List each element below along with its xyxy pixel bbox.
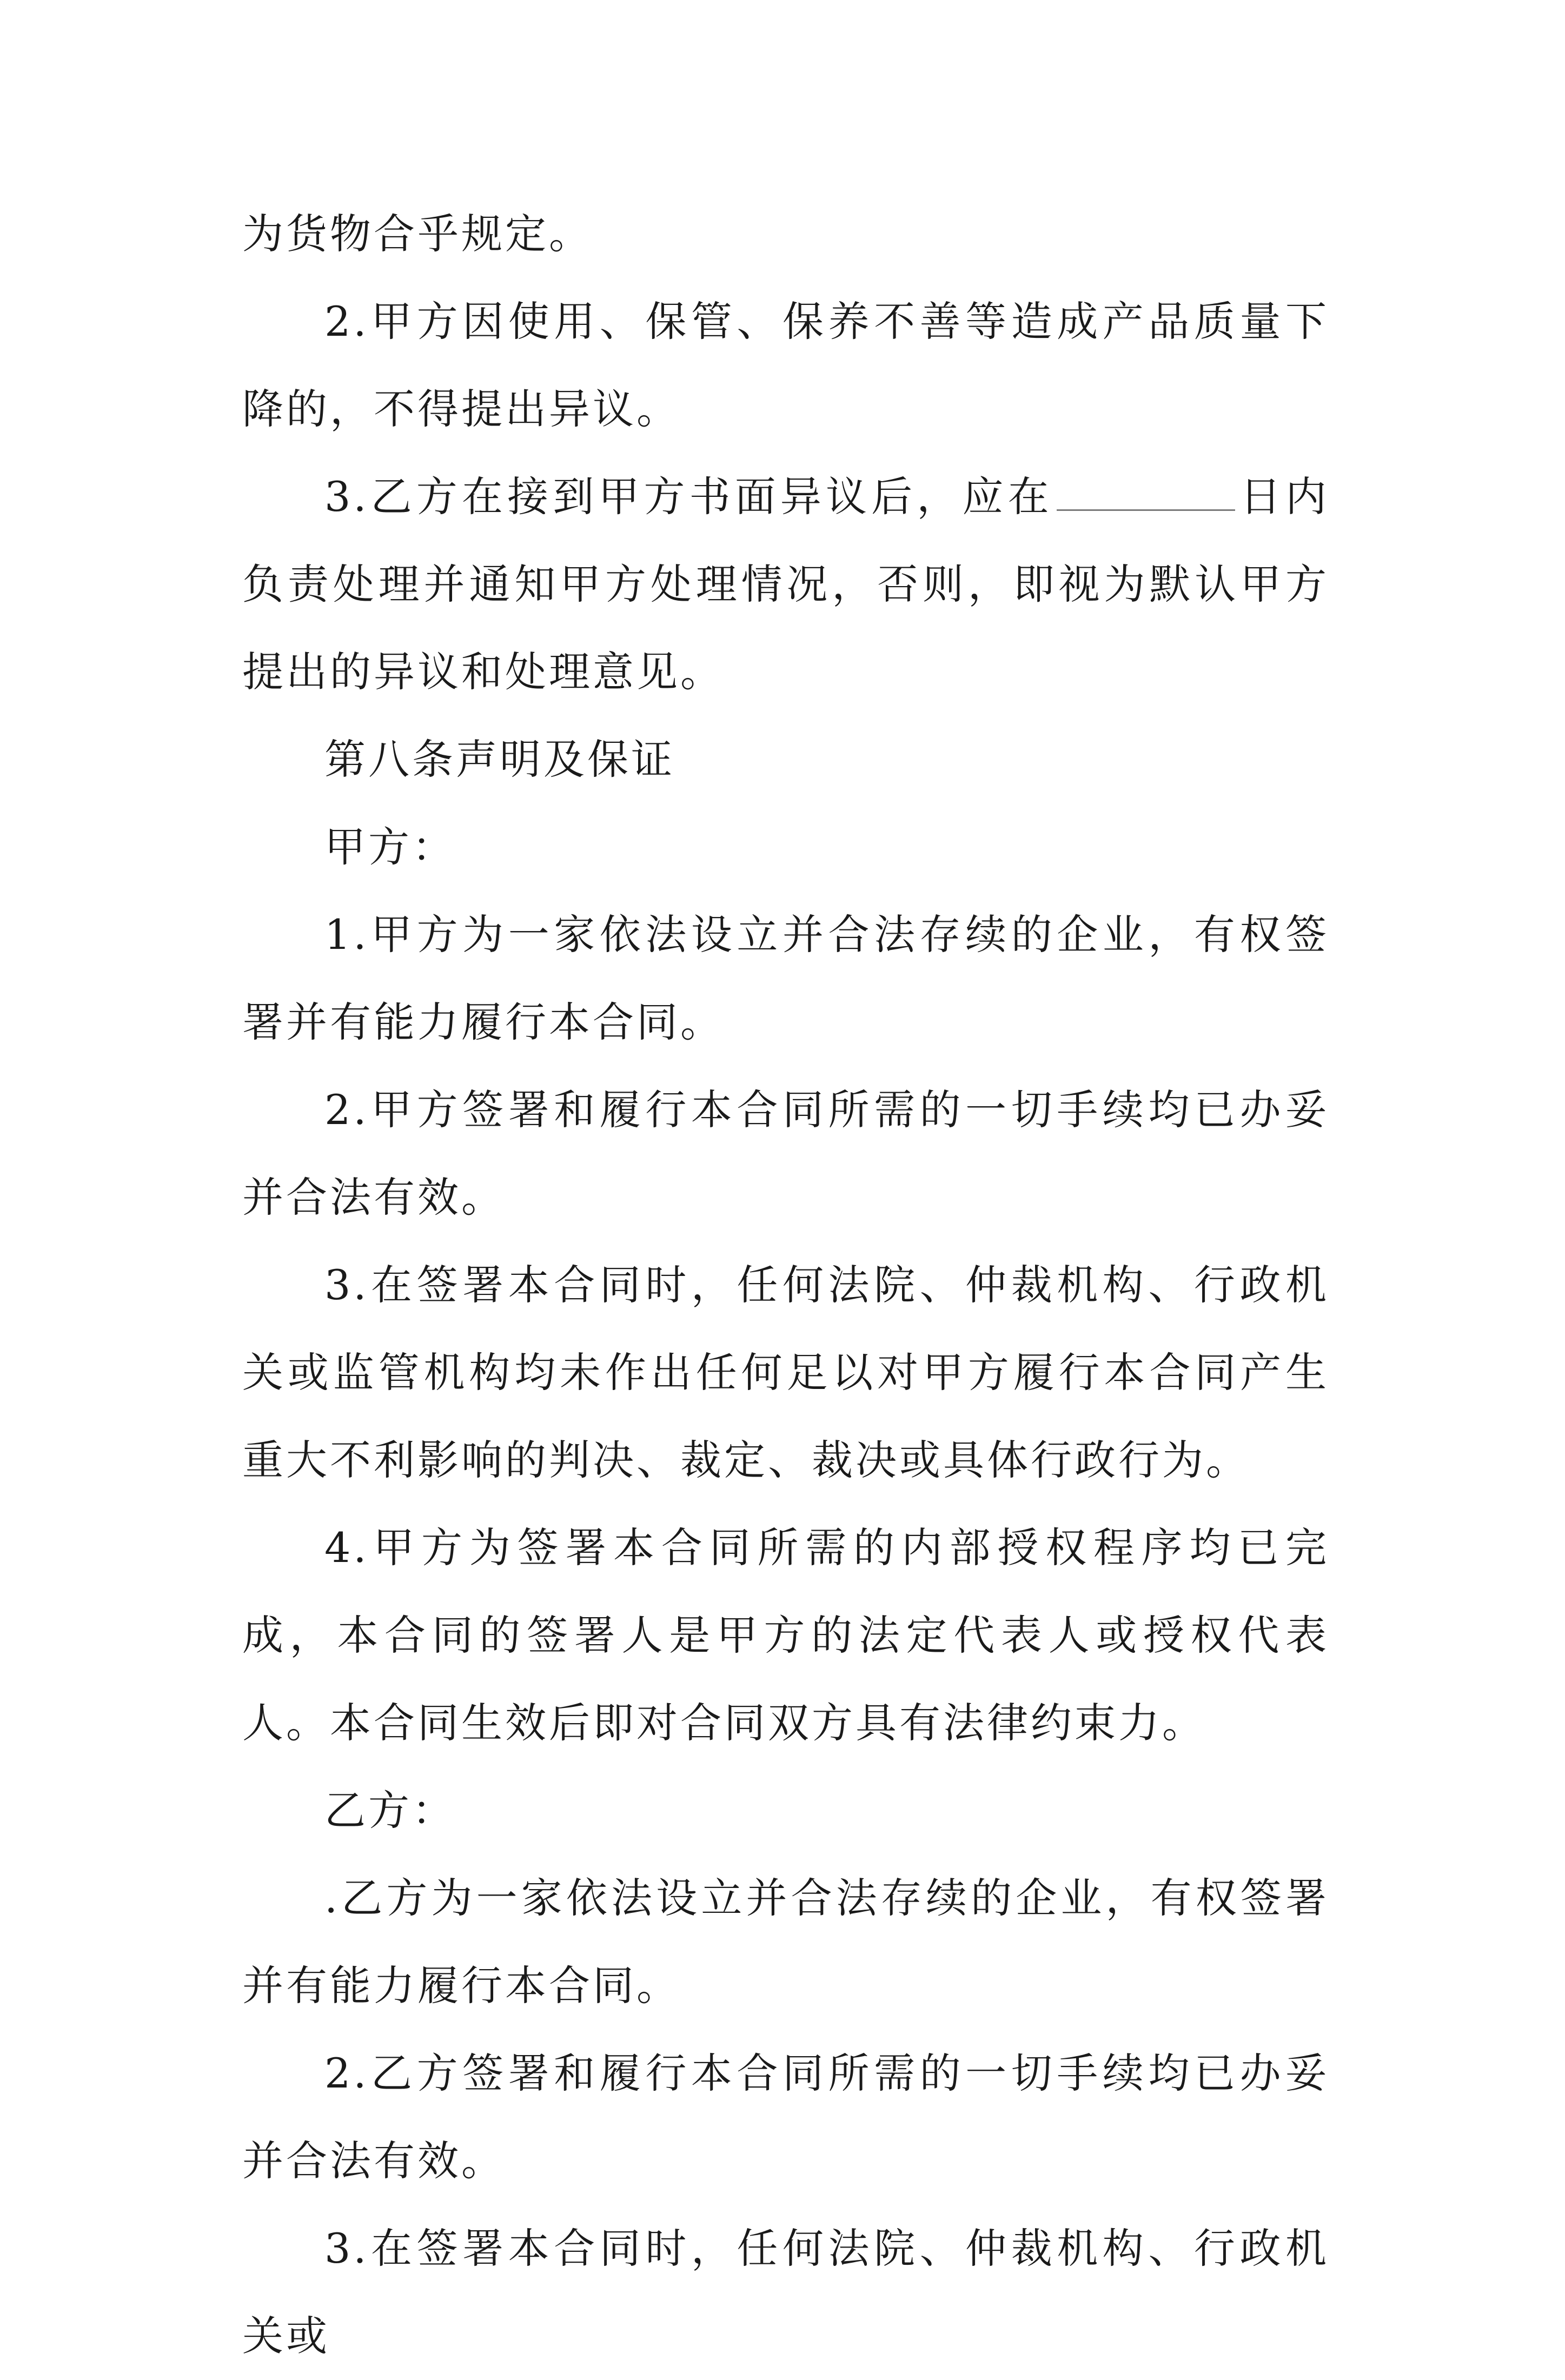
document-body bbox=[242, 190, 1329, 2380]
paragraph-continuation: 为货物合乎规定。 bbox=[242, 210, 593, 258]
party-b-item-3: 3.在签署本合同时，任何法院、仲裁机构、行政机关或 bbox=[242, 2224, 1329, 2360]
paragraph-item-3-text-before: 3.乙方在接到甲方书面异议后，应在 bbox=[324, 473, 1053, 521]
party-b-item-1: .乙方为一家依法设立并合法存续的企业，有权签署并有能力履行本合同。 bbox=[242, 1874, 1329, 2010]
party-a-item-2: 2.甲方签署和履行本合同所需的一切手续均已办妥并合法有效。 bbox=[242, 1086, 1329, 1221]
article-heading: 第八条声明及保证 bbox=[324, 735, 675, 783]
party-a-heading: 甲方： bbox=[324, 823, 456, 871]
paragraph-item-3 bbox=[242, 453, 1329, 716]
party-a-item-4: 4.甲方为签署本合同所需的内部授权程序均已完成，本合同的签署人是甲方的法定代表人或授权代表人。本合同生效后即对合同双方具有法律约束力。 bbox=[242, 1524, 1329, 1747]
party-a-item-3: 3.在签署本合同时，任何法院、仲裁机构、行政机关或监管机构均未作出任何足以对甲方履行本合同产生重大不利影响的判决、裁定、裁决或具体行政行为。 bbox=[242, 1261, 1329, 1484]
party-b-item-2: 2.乙方签署和履行本合同所需的一切手续均已办妥并合法有效。 bbox=[242, 2049, 1329, 2185]
paragraph-item-3-text-after: 日内负责处理并通知甲方处理情况，否则，即视为默认甲方提出的异议和处理意见。 bbox=[242, 473, 1330, 696]
paragraph-item-2: 2.甲方因使用、保管、保养不善等造成产品质量下降的，不得提出异议。 bbox=[242, 297, 1329, 433]
fill-in-blank bbox=[1057, 468, 1235, 511]
party-b-heading: 乙方： bbox=[324, 1786, 456, 1834]
party-a-item-1: 1.甲方为一家依法设立并合法存续的企业，有权签署并有能力履行本合同。 bbox=[242, 910, 1329, 1046]
